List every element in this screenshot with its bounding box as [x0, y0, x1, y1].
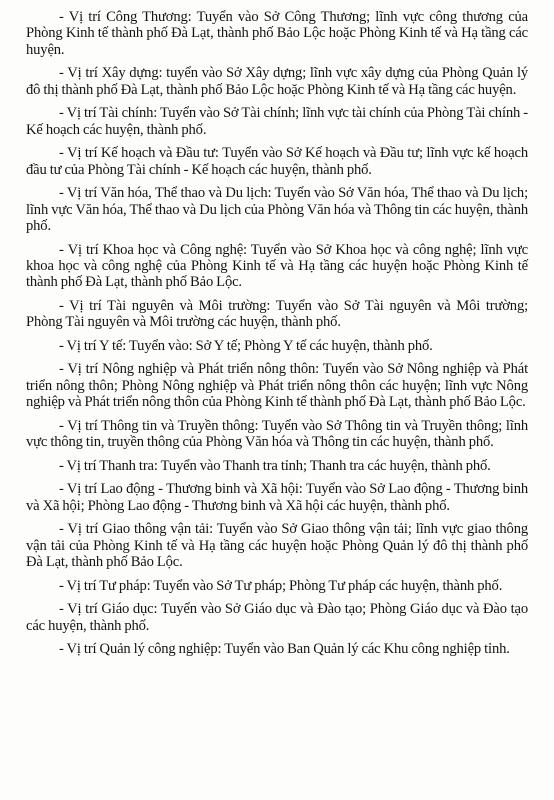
document-body — [26, 9, 528, 665]
paragraph-giao-duc: - Vị trí Giáo dục: Tuyển vào Sở Giáo dục và Đào tạo; Phòng Giáo dục và Đào tạo các huyện, thành phố. — [26, 601, 528, 634]
paragraph-quan-ly-cong-nghiep: - Vị trí Quản lý công nghiệp: Tuyển vào Ban Quản lý các Khu công nghiệp tỉnh. — [59, 641, 510, 658]
paragraph-tu-phap: - Vị trí Tư pháp: Tuyển vào Sở Tư pháp; Phòng Tư pháp các huyện, thành phố. — [59, 577, 503, 594]
paragraph-tai-nguyen-moi-truong: - Vị trí Tài nguyên và Môi trường: Tuyển vào Sở Tài nguyên và Môi trường; Phòng Tài nguyên và Môi trường các huyện, thành phố. — [26, 297, 528, 331]
paragraph-giao-thong-van-tai: - Vị trí Giao thông vận tải: Tuyển vào Sở Giao thông vận tải; lĩnh vực giao thông vận tải của Phòng Kinh tế và Hạ tầng các huyện hoặc Phòng Quản lý đô thị thành phố Đà Lạt, thành phố Bảo Lộc. — [26, 521, 528, 570]
paragraph-ke-hoach-dau-tu: - Vị trí Kế hoạch và Đầu tư: Tuyển vào Sở Kế hoạch và Đầu tư; lĩnh vực kế hoạch đầu tư của Phòng Tài chính - Kế hoạch các huyện, thành phố. — [26, 145, 528, 178]
paragraph-van-hoa-the-thao-du-lich: - Vị trí Văn hóa, Thể thao và Du lịch: Tuyển vào Sở Văn hóa, Thể thao và Du lịch; lĩnh vực Văn hóa, Thể thao và Du lịch của Phòng Văn hóa và Thông tin các huyện, thành phố. — [26, 185, 528, 234]
paragraph-xay-dung: - Vị trí Xây dựng: tuyển vào Sở Xây dựng; lĩnh vực xây dựng của Phòng Quản lý đô thị thành phố Đà Lạt, thành phố Bảo Lộc hoặc Phòng Kinh tế và Hạ tầng các huyện. — [26, 65, 528, 98]
paragraph-cong-thuong: - Vị trí Công Thương: Tuyển vào Sở Công Thương; lĩnh vực công thương của Phòng Kinh tế thành phố Đà Lạt, thành phố Bảo Lộc hoặc Phòng Kinh tế và Hạ tầng các huyện. — [26, 9, 528, 58]
paragraph-nong-nghiep: - Vị trí Nông nghiệp và Phát triển nông thôn: Tuyển vào Sở Nông nghiệp và Phát triển nông thôn; Phòng Nông nghiệp và Phát triển nông thôn các huyện; lĩnh vực Nông nghiệp và Phát triển nông thôn của Phòng Kinh tế thành phố Đà Lạt, thành phố Bảo Lộc. — [26, 361, 528, 411]
paragraph-tai-chinh: - Vị trí Tài chính: Tuyển vào Sở Tài chính; lĩnh vực tài chính của Phòng Tài chính - Kế hoạch các huyện, thành phố. — [26, 105, 528, 138]
paragraph-thong-tin-truyen-thong: - Vị trí Thông tin và Truyền thông: Tuyển vào Sở Thông tin và Truyền thông; lĩnh vực thông tin, truyền thông của Phòng Văn hóa và Thông tin các huyện, thành phố. — [26, 417, 528, 451]
paragraph-lao-dong: - Vị trí Lao động - Thương binh và Xã hội: Tuyển vào Sở Lao động - Thương binh và Xã hội; Phòng Lao động - Thương binh và Xã hội các huyện, thành phố. — [26, 481, 528, 514]
paragraph-khoa-hoc-cong-nghe: - Vị trí Khoa học và Công nghệ: Tuyển vào Sở Khoa học và công nghệ; lĩnh vực khoa học và công nghệ của Phòng Kinh tế và Hạ tầng các huyện hoặc Phòng Kinh tế thành phố Đà Lạt, thành phố Bảo Lộc. — [26, 241, 528, 291]
paragraph-thanh-tra: - Vị trí Thanh tra: Tuyển vào Thanh tra tỉnh; Thanh tra các huyện, thành phố. — [59, 457, 491, 474]
paragraph-y-te: - Vị trí Y tế: Tuyển vào: Sở Y tế; Phòng Y tế các huyện, thành phố. — [59, 337, 433, 354]
